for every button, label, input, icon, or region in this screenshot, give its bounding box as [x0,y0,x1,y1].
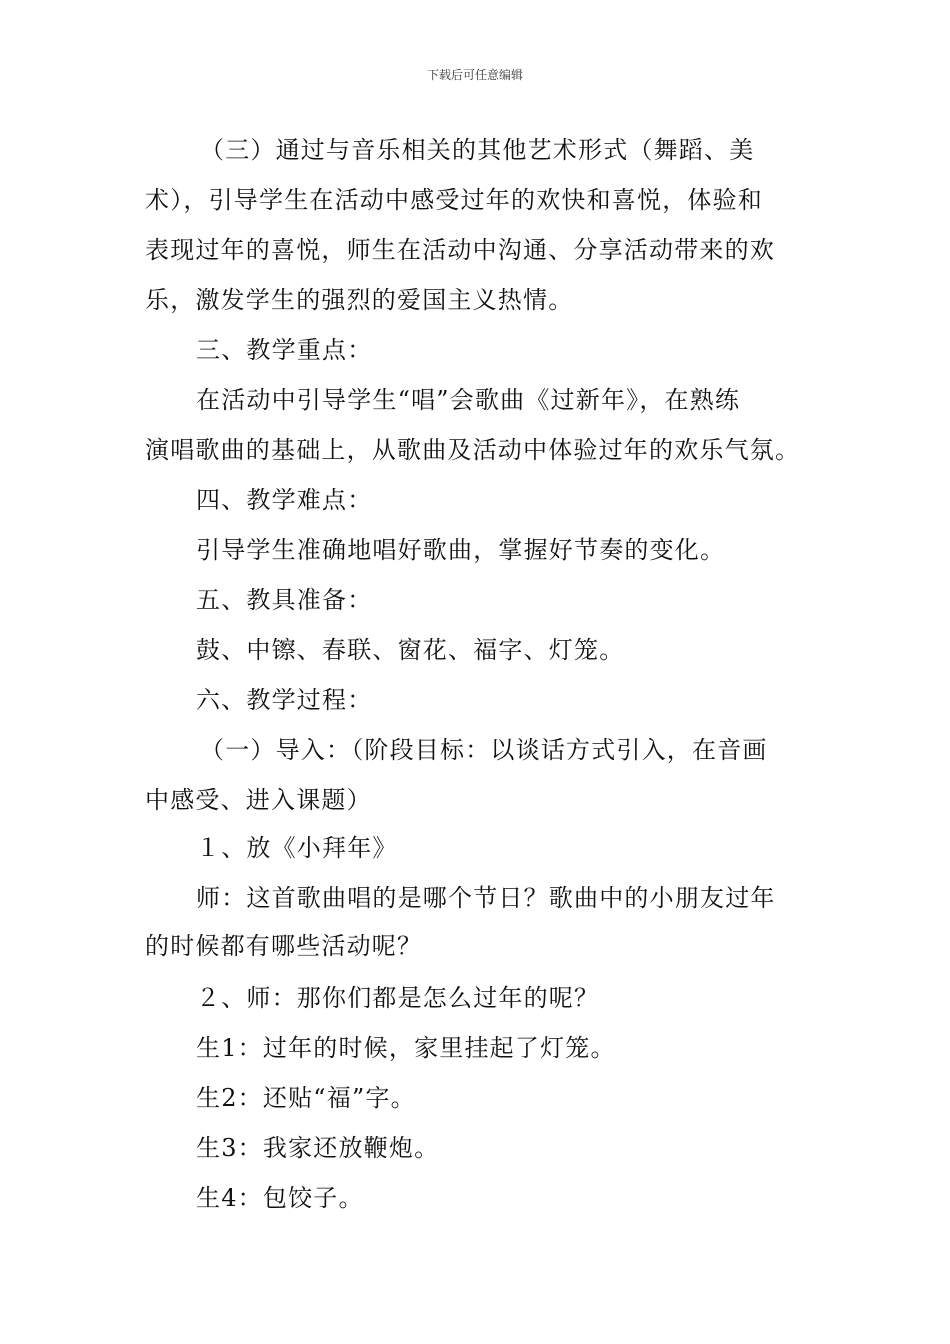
paragraph-line: 引导学生准确地唱好歌曲，掌握好节奏的变化。 [196,536,726,564]
paragraph-line: 在活动中引导学生“唱”会歌曲《过新年》，在熟练 [196,386,741,414]
page-header: 下载后可任意编辑 [426,68,523,82]
section-heading: 六、教学过程： [196,686,373,714]
paragraph-line: 表现过年的喜悦，师生在活动中沟通、分享活动带来的欢 [145,236,775,264]
section-heading: 四、教学难点： [196,486,373,514]
section-heading: 三、教学重点： [196,336,373,364]
paragraph-line: （一）导入：（阶段目标：以谈话方式引入，在音画 [200,736,768,764]
paragraph-line: （三）通过与音乐相关的其他艺术形式（舞蹈、美 [200,136,755,164]
dialogue-line: 生1：过年的时候，家里挂起了灯笼。 [196,1034,616,1062]
section-heading: 五、教具准备： [196,586,373,614]
paragraph-line: 演唱歌曲的基础上，从歌曲及活动中体验过年的欢乐气氛。 [145,436,801,464]
dialogue-line: 生2：还贴“福”字。 [196,1084,416,1112]
paragraph-line: 术），引导学生在活动中感受过年的欢快和喜悦，体验和 [145,186,763,214]
paragraph-line: 中感受、进入课题） [145,786,372,814]
paragraph-line: 乐，激发学生的强烈的爱国主义热情。 [145,286,574,314]
paragraph-line: 鼓、中镲、春联、窗花、福字、灯笼。 [196,636,625,664]
dialogue-line: 生4：包饺子。 [196,1184,364,1212]
list-item: １、放《小拜年》 [196,834,398,862]
paragraph-line: 师：这首歌曲唱的是哪个节日？歌曲中的小朋友过年 [196,884,776,912]
paragraph-line: 的时候都有哪些活动呢？ [145,932,423,960]
list-item: ２、师：那你们都是怎么过年的呢？ [196,984,600,1012]
dialogue-line: 生3：我家还放鞭炮。 [196,1134,440,1162]
